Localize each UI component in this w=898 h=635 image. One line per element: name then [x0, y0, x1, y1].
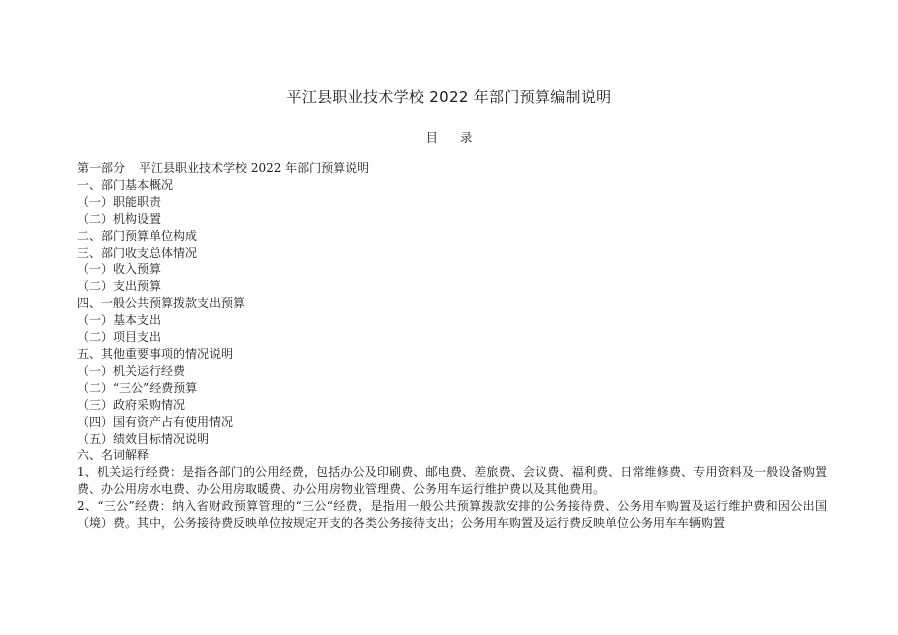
toc-item: （一）机关运行经费: [77, 363, 186, 378]
glossary-item-1: 1、机关运行经费：是指各部门的公用经费，包括办公及印刷费、邮电费、差旅费、会议费、福利费、日常维修费、专用资料及一般设备购置费、办公用房水电费、办公用房取暖费、办公用房物业管理费、公务用车运行维护费以及其他费用。: [77, 465, 827, 497]
toc-item: 二、部门预算单位构成: [77, 228, 198, 243]
toc-item: 四、一般公共预算拨款支出预算: [77, 296, 246, 311]
toc-item: （五）绩效目标情况说明: [77, 431, 210, 446]
toc-item: 三、部门收支总体情况: [77, 245, 198, 260]
document-title: 平江县职业技术学校 2022 年部门预算编制说明: [286, 88, 612, 106]
toc-item: （一）职能职责: [77, 194, 162, 209]
toc-item: （二）支出预算: [77, 279, 162, 294]
glossary-item-2: 2、“三公”经费：纳入省财政预算管理的“三公“经费，是指用一般公共预算拨款安排的公务接待费、公务用车购置及运行维护费和因公出国（境）费。其中，公务接待费反映单位按规定开支的各类公务接待支出；公务用车购置及运行费反映单位公务用车车辆购置: [77, 499, 827, 531]
toc-item: 一、部门基本概况: [77, 177, 174, 192]
document-body: [77, 160, 827, 532]
toc-part-label: 第一部分: [77, 161, 126, 175]
toc-item: （二）“三公”经费预算: [77, 380, 198, 395]
toc-item: 六、名词解释: [77, 448, 150, 463]
toc-item: （四）国有资产占有使用情况: [77, 414, 234, 429]
toc-item: （二）机构设置: [77, 211, 162, 226]
toc-item: （一）基本支出: [77, 313, 162, 328]
toc-item: （一）收入预算: [77, 262, 162, 277]
toc-item: （二）项目支出: [77, 330, 162, 345]
toc-item: （三）政府采购情况: [77, 397, 186, 412]
toc-part-title: 平江县职业技术学校 2022 年部门预算说明: [139, 161, 370, 175]
toc-heading: 目 录: [425, 130, 473, 145]
toc-part-one: [77, 160, 827, 177]
toc-item: 五、其他重要事项的情况说明: [77, 346, 234, 361]
